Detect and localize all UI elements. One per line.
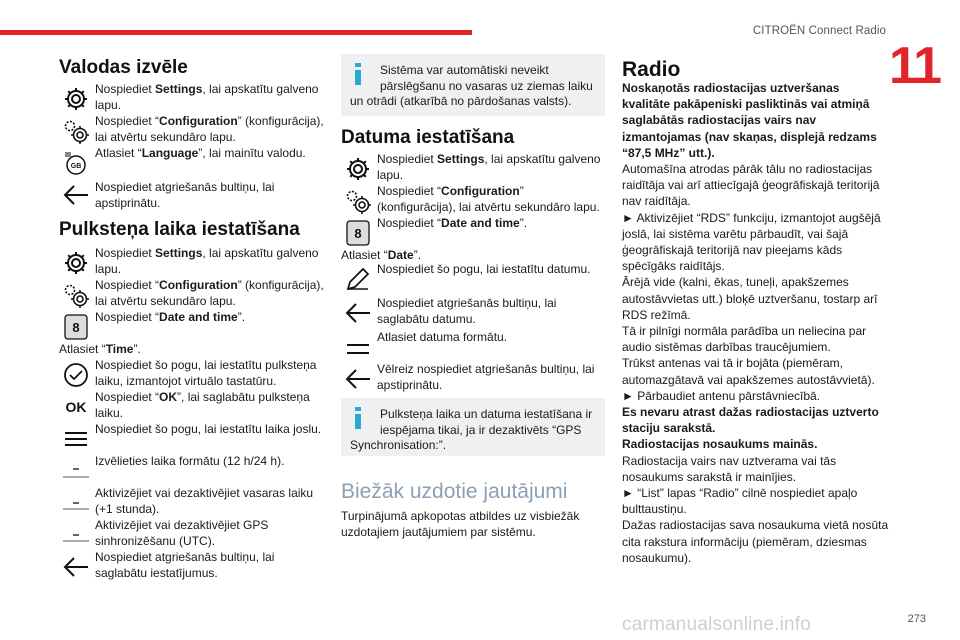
paragraph: Tā ir pilnīgi normāla parādība un neliecina par audio sistēmas darbības traucējumiem. bbox=[622, 324, 867, 355]
list-icon bbox=[59, 422, 93, 456]
step-text: Vēlreiz nospiediet atgriešanās bultiņu, lai apstiprinātu. bbox=[377, 362, 595, 392]
step-text: Nospiediet šo pogu, lai iestatītu pulksteņa laiku, izmantojot virtuālo tastatūru. bbox=[95, 358, 317, 388]
step-row bbox=[59, 454, 284, 488]
step-row bbox=[59, 310, 245, 344]
back-arrow-icon bbox=[341, 362, 375, 396]
step-row bbox=[59, 178, 327, 212]
radio-faq-text bbox=[622, 80, 890, 566]
info-icon bbox=[351, 406, 375, 430]
back-arrow-icon bbox=[341, 296, 375, 330]
step-text: Izvēlieties laika formātu (12 h/24 h). bbox=[95, 454, 285, 468]
step-text: Atlasiet “Language”, lai mainītu valodu. bbox=[95, 146, 306, 160]
step-text: Nospiediet atgriešanās bultiņu, lai saglabātu datumu. bbox=[377, 296, 557, 326]
chapter-number: 11 bbox=[889, 37, 940, 95]
paragraph: Dažas radiostacijas sava nosaukuma vietā nosūta cita rakstura informāciju (piemēram, dziesmas nosaukumu). bbox=[622, 518, 889, 565]
paragraph: Es nevaru atrast dažas radiostacijas uztverto staciju sarakstā. bbox=[622, 405, 879, 436]
step-row bbox=[59, 358, 327, 392]
clock-settings-icon bbox=[59, 310, 93, 344]
step-row bbox=[59, 390, 327, 424]
check-circle-icon bbox=[59, 358, 93, 392]
paragraph: Trūkst antenas vai tā ir bojāta (piemēram, automazgātavā vai apakšzemes autostāvvietā). bbox=[622, 356, 875, 387]
step-text: Nospiediet atgriešanās bultiņu, lai apstiprinātu. bbox=[95, 180, 275, 210]
gear-icon bbox=[341, 152, 375, 186]
step-row bbox=[341, 184, 605, 218]
info-icon bbox=[351, 62, 375, 86]
clock-settings-icon bbox=[341, 216, 375, 250]
step-text: Nospiediet Settings, lai apskatītu galveno lapu. bbox=[95, 246, 319, 276]
step-text: Aktivizējiet vai dezaktivējiet GPS sinhronizēšanu (UTC). bbox=[95, 518, 269, 548]
step-row bbox=[59, 278, 327, 312]
section-title-clock: Pulksteņa laika iestatīšana bbox=[59, 219, 300, 240]
paragraph: Radiostacijas nosaukums mainās. bbox=[622, 437, 818, 452]
step-row bbox=[341, 296, 605, 330]
step-row bbox=[341, 262, 590, 296]
svg-text:8: 8 bbox=[72, 320, 80, 335]
svg-text:GB: GB bbox=[70, 163, 82, 170]
section-title-faq: Biežāk uzdotie jautājumi bbox=[341, 480, 568, 503]
step-text: Nospiediet “Configuration” (konfigurācija), lai atvērtu sekundāro lapu. bbox=[95, 114, 324, 144]
step-row bbox=[59, 114, 327, 148]
step-row bbox=[59, 518, 327, 552]
step-text: Nospiediet atgriešanās bultiņu, lai saglabātu iestatījumus. bbox=[95, 550, 275, 580]
back-arrow-icon bbox=[59, 178, 93, 212]
step-text: Nospiediet “Date and time”. bbox=[95, 310, 246, 324]
toggle-icon bbox=[59, 486, 93, 520]
section-title-language: Valodas izvēle bbox=[59, 57, 188, 78]
step-row bbox=[59, 82, 327, 116]
page-number: 273 bbox=[907, 613, 926, 625]
step-text: Nospiediet Settings, lai apskatītu galveno lapu. bbox=[95, 82, 319, 112]
info-box bbox=[341, 398, 605, 456]
svg-text:OK: OK bbox=[65, 399, 87, 415]
step-text: Nospiediet “OK”, lai saglabātu pulksteņa laiku. bbox=[95, 390, 310, 420]
step-text: Nospiediet šo pogu, lai iestatītu laika joslu. bbox=[95, 422, 322, 436]
back-arrow-icon bbox=[59, 550, 93, 584]
paragraph: Ārējā vide (kalni, ēkas, tuneļi, apakšzemes autostāvvietas utt.) bloķē uztveršanu, tostarp arī RDS režīmā. bbox=[622, 275, 878, 322]
step-row bbox=[59, 422, 321, 456]
faq-intro-text: Turpinājumā apkopotas atbildes uz visbiežāk uzdotajiem jautājumiem par sistēmu. bbox=[341, 509, 580, 539]
header-title: CITROËN Connect Radio bbox=[752, 25, 886, 37]
config-icon bbox=[341, 184, 375, 218]
step-text: Nospiediet “Configuration” (konfigurācija), lai atvērtu sekundāro lapu. bbox=[377, 184, 600, 214]
step-text: Atlasiet datuma formātu. bbox=[377, 330, 508, 344]
paragraph: ► Pārbaudiet antenu pārstāvniecībā. bbox=[622, 388, 821, 403]
select-instruction: Atlasiet “Time”. bbox=[59, 342, 141, 356]
config-icon bbox=[59, 278, 93, 312]
gear-icon bbox=[59, 82, 93, 116]
step-row bbox=[59, 550, 327, 584]
step-row bbox=[341, 152, 605, 186]
info-text: Pulksteņa laika un datuma iestatīšana ir iespējama tikai, ja ir dezaktivēts “GPS Synchronisation:”. bbox=[350, 407, 593, 452]
gb-flag-icon bbox=[59, 146, 93, 180]
paragraph: ► “List” lapas “Radio” cilnē nospiediet apaļo bulttaustiņu. bbox=[622, 486, 858, 517]
info-box bbox=[341, 54, 605, 116]
step-text: Nospiediet Settings, lai apskatītu galveno lapu. bbox=[377, 152, 601, 182]
step-row bbox=[341, 330, 507, 364]
section-title-radio: Radio bbox=[622, 58, 681, 81]
step-text: Aktivizējiet vai dezaktivējiet vasaras laiku (+1 stunda). bbox=[95, 486, 314, 516]
gear-icon bbox=[59, 246, 93, 280]
step-row bbox=[59, 246, 327, 280]
toggle-icon bbox=[59, 518, 93, 552]
format-icon bbox=[341, 330, 375, 364]
paragraph: ► Aktivizējiet “RDS” funkciju, izmantojot augšējā joslā, lai sistēma varētu pārbaudīt, vai šajā ģeogrāfiskajā teritorijā nav pieejams kāds spēcīgāks raidītājs. bbox=[622, 210, 881, 274]
step-row bbox=[59, 486, 327, 520]
step-row bbox=[341, 216, 527, 250]
step-row bbox=[59, 146, 306, 180]
paragraph: Radiostacija vairs nav uztverama vai tās nosaukums sarakstā ir mainījies. bbox=[622, 453, 837, 484]
info-text: Sistēma var automātiski neveikt pārslēgšanu no vasaras uz ziemas laiku un otrādi (atkarībā no pārdošanas valsts). bbox=[350, 63, 593, 108]
svg-text:8: 8 bbox=[354, 226, 362, 241]
ok-icon bbox=[59, 390, 93, 424]
paragraph: Noskaņotās radiostacijas uztveršanas kvalitāte pakāpeniski pasliktinās vai atmiņā saglabātās radiostacijas vairs nav izmantojamas (nav skaņas, displejā redzams “87,5 MHz” utt.). bbox=[622, 81, 877, 160]
section-title-date: Datuma iestatīšana bbox=[341, 127, 515, 148]
step-text: Nospiediet šo pogu, lai iestatītu datumu. bbox=[377, 262, 591, 276]
toggle-icon bbox=[59, 454, 93, 488]
step-text: Nospiediet “Configuration” (konfigurācija), lai atvērtu sekundāro lapu. bbox=[95, 278, 324, 308]
header-accent-bar bbox=[0, 30, 472, 35]
paragraph: Automašīna atrodas pārāk tālu no radiostacijas raidītāja vai arī attiecīgajā ģeogrāfiskajā teritorijā nav raidītāja. bbox=[622, 162, 880, 209]
config-icon bbox=[59, 114, 93, 148]
select-instruction: Atlasiet “Date”. bbox=[341, 248, 422, 262]
step-row bbox=[341, 362, 605, 396]
pencil-icon bbox=[341, 262, 375, 296]
step-text: Nospiediet “Date and time”. bbox=[377, 216, 528, 230]
watermark: carmanualsonline.info bbox=[622, 614, 812, 635]
